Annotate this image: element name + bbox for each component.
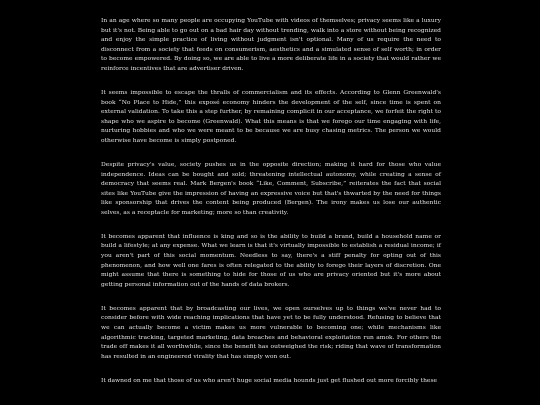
article-body: [101, 16, 441, 400]
paragraph-4: It becomes apparent that influence is king and so is the ability to build a brand, build a household name or build a lifestyle; at any expense. What we learn is that it's virtually impossible to establish a residual income; if you aren't part of this social momentum. Needless to say, there's a stiff penalty for opting out of this phenomenon, and how well one fares is often relegated to the ability to forego their layers of discretion. One might assume that there is something to hide for those of us who are privacy oriented but it's more about getting personal information out of the hands of data brokers.: [101, 232, 441, 288]
paragraph-6: It dawned on me that those of us who aren't huge social media hounds just get flushed out more forcibly these: [101, 376, 438, 384]
paragraph-1: In an age where so many people are occupying YouTube with videos of themselves; privacy seems like a luxury but it's not. Being able to go out on a bad hair day without trending, walk into a store without being recognized and enjoy the simple practice of living without judgment isn't optional. Many of us require the need to disconnect from a society that feeds on consumerism, aesthetics and a simulated sense of self worth; in order to become empowered. By doing so, we are able to live a more deliberate life in a society that would rather we reinforce incentives that are advertiser driven.: [101, 17, 441, 72]
paragraph-5: It becomes apparent that by broadcasting our lives, we open ourselves up to things we've never had to consider before with wide reaching implications that have yet to be fully understood. Refusing to believe that we can actually become a victim makes us more vulnerable to becoming one; while mechanisms like algorithmic tracking, targeted marketing, data breaches and behavioral exploitation run amok. For others the trade off makes it all worthwhile, since the benefit has outweighed the risk; riding that wave of transformation has resulted in an engineered virality that has simply won out.: [101, 304, 441, 360]
paragraph-3: Despite privacy's value, society pushes us in the opposite direction; making it hard for those who value independence. Ideas can be bought and sold; threatening intellectual autonomy, while creating a sense of democracy that seems real. Mark Bergen's book “Like, Comment, Subscribe,” reiterates the fact that social sites like YouTube give the impression of having an expressive voice but that's thwarted by the need for things like sponsorship that drives the content being produced (Bergen). The irony makes us lose our authentic selves, as a receptacle for marketing; more so than creativity.: [101, 160, 441, 216]
paragraph-2: It seems impossible to escape the thralls of commercialism and its effects. According to Glenn Greenwald's book “No Place to Hide,” this exposé economy hinders the development of the self, since time is spent on external validation. To take this a step further, by remaining complicit in our acceptance, we forfeit the right to shape who we aspire to become (Greenwald). What this means is that we forego our time engaging with life, nurturing hobbies and who we were meant to be because we are busy chasing metrics. The person we would otherwise have become is simply postponed.: [101, 88, 441, 144]
